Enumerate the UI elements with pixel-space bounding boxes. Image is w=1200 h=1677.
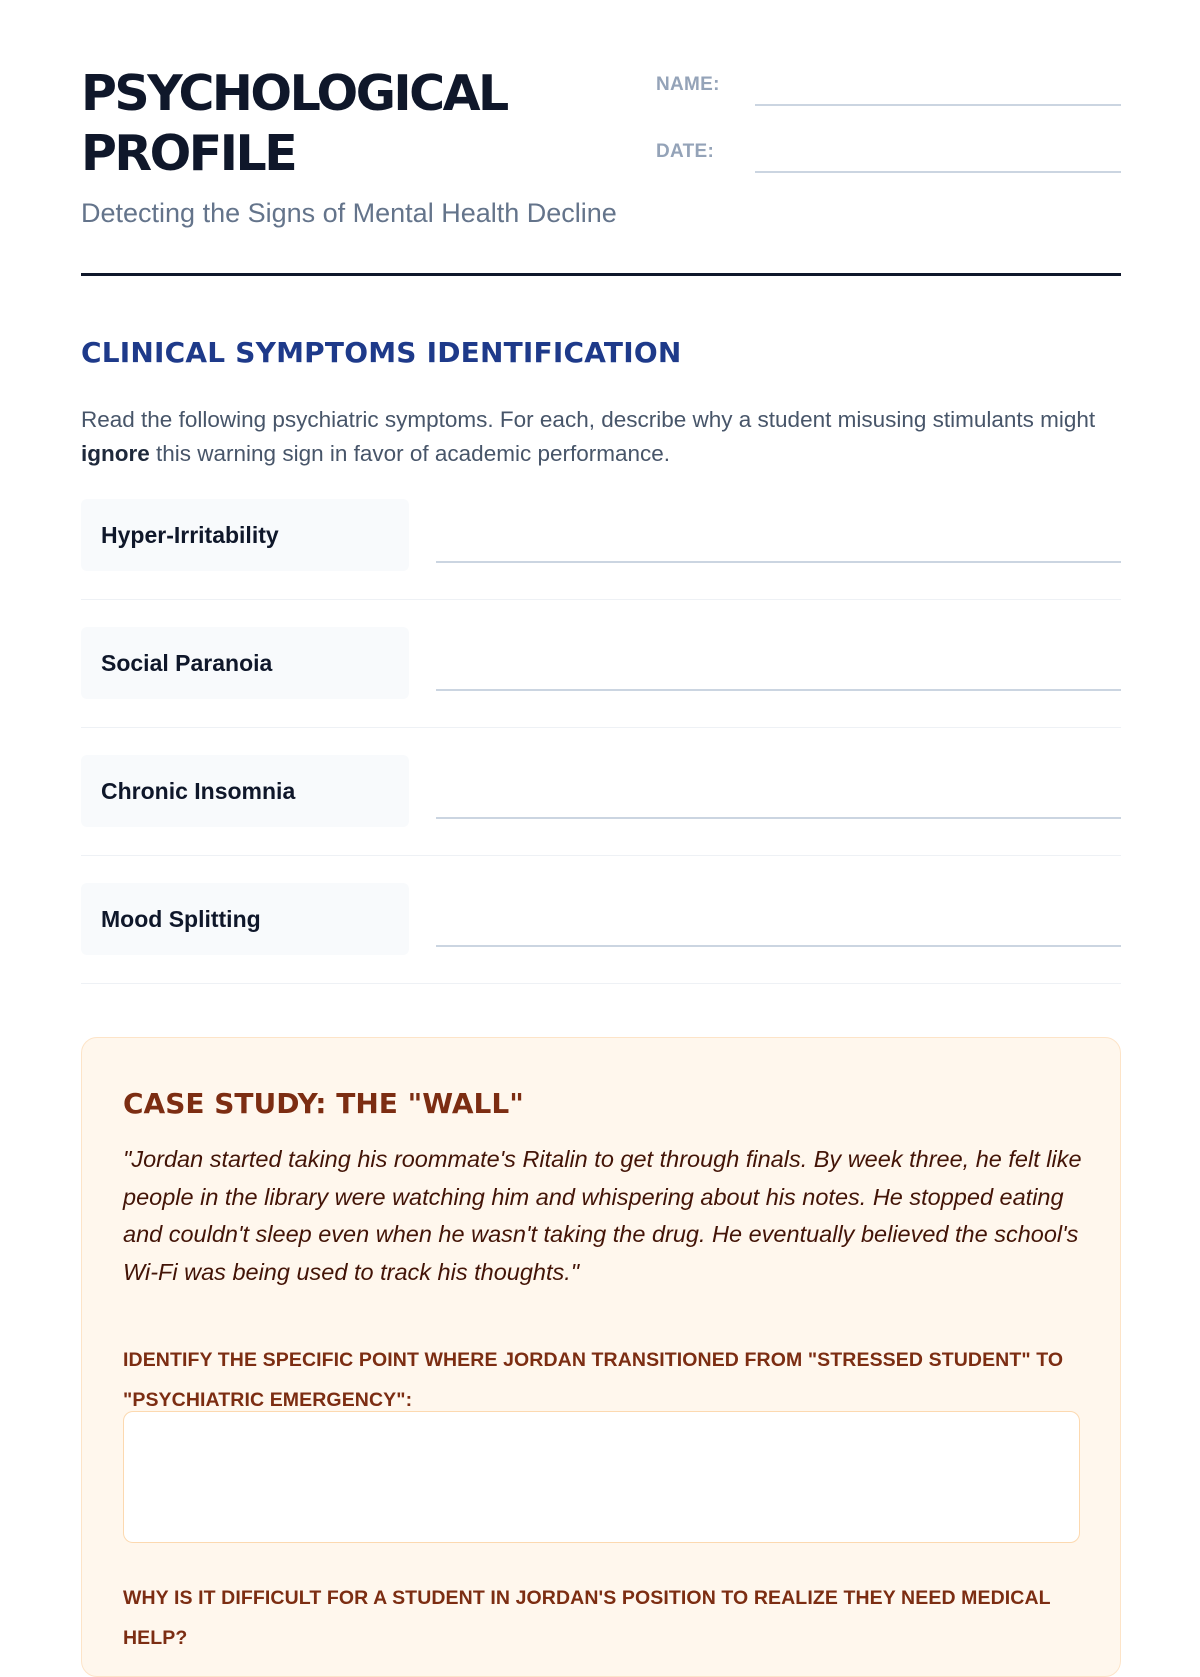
symptom-label: Social Paranoia [81,627,409,699]
symptom-label: Hyper-Irritability [81,499,409,571]
page-subtitle: Detecting the Signs of Mental Health Decline [81,198,617,228]
symptom-answer-line[interactable] [436,561,1121,563]
case-answer-box[interactable] [123,1411,1080,1543]
symptom-row [81,627,1121,728]
case-study-box [81,1037,1121,1677]
case-question-1: IDENTIFY THE SPECIFIC POINT WHERE JORDAN TRANSITIONED FROM "STRESSED STUDENT" TO "PSYCHIATRIC EMERGENCY": [123,1349,1064,1411]
instructions-text-end: this warning sign in favor of academic performance. [149,441,671,466]
instructions [81,403,1121,471]
section-heading: CLINICAL SYMPTOMS IDENTIFICATION [81,336,682,369]
symptom-row [81,755,1121,856]
symptom-answer-line[interactable] [436,945,1121,947]
case-study-quote: "Jordan started taking his roommate's Ritalin to get through finals. By week three, he felt like people in the library were watching him and whispering about his notes. He stopped eating and couldn't sleep even when he wasn't taking the drug. He eventually believed the school's Wi-Fi was being used to track his thoughts." [123,1146,1082,1285]
instructions-text-start: Read the following psychiatric symptoms. For each, describe why a student misusing stimulants might [81,407,1096,432]
date-field[interactable] [755,171,1121,173]
symptom-row [81,499,1121,600]
symptom-label: Chronic Insomnia [81,755,409,827]
name-field[interactable] [755,104,1121,106]
date-label: DATE: [656,141,715,162]
symptom-row [81,883,1121,984]
symptom-answer-line[interactable] [436,689,1121,691]
symptom-label: Mood Splitting [81,883,409,955]
case-study-heading: CASE STUDY: THE "WALL" [123,1087,524,1120]
name-label: NAME: [656,74,720,95]
instructions-emphasis: ignore [81,441,150,466]
symptom-answer-line[interactable] [436,817,1121,819]
header-divider [81,273,1121,276]
case-question-2: WHY IS IT DIFFICULT FOR A STUDENT IN JORDAN'S POSITION TO REALIZE THEY NEED MEDICAL HELP? [123,1587,1051,1649]
page-title: PSYCHOLOGICAL PROFILE [81,65,507,182]
